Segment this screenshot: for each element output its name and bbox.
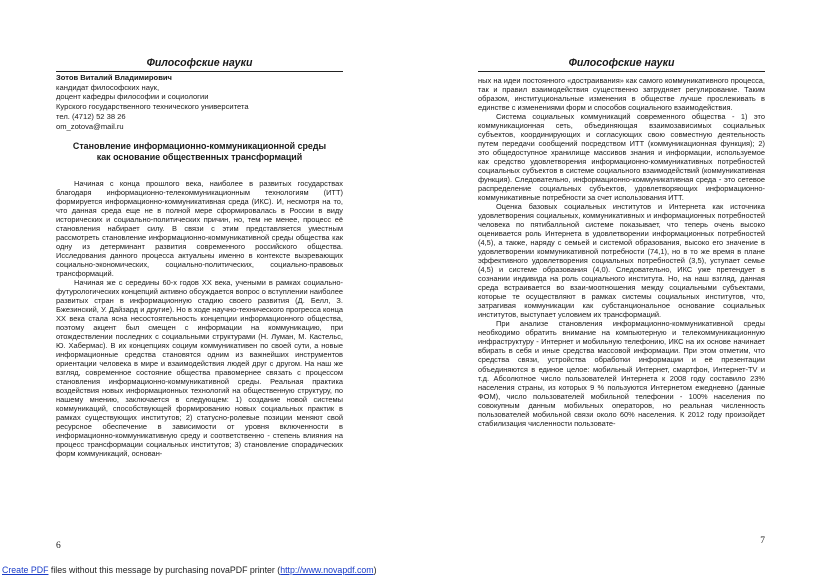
paragraph: При анализе становления информационно-коммуникативной среды необходимо обратить внимание на компьютерную и телекоммуникационную инфраструктуру - Интернет и мобильную телефонию, ИКС на их основе начинает вбирать в себя и иные средства массовой информации. При этом отметим, что средства связи, устройства обработки информации и её презентации объединяются в единое целое: мобильный Интернет, смартфон, Интернет-TV и т.д. Абсолютное число пользователей Интернета к 2008 году составило 23% населения страны, из которых 9 % пользуются Интернетом ежедневно (данные ФОМ), число пользователей мобильной телефонии - 100% населения по совокупным данным мобильных операторов, но реальная численность пользователей мобильной связи около 60% населения. К 2012 году произойдет стабилизация численности пользовате- xyxy=(478,319,765,428)
create-pdf-link[interactable]: Create PDF xyxy=(2,565,49,575)
pdf-watermark xyxy=(2,565,377,575)
author-university: Курского государственного технического университета xyxy=(56,102,249,112)
paragraph: Оценка базовых социальных институтов и Интернета как источника удовлетворения социальных, коммуникативных и информационных потребностей человека по пятибалльной системе показывает, что теперь очень высоко оценивается роль Интернета в удовлетворении информационных потребностей (4,5), а также, наряду с семьей и системой образования, высоко его значение в удовлетворении коммуникативной потребности (74,1), но в то же время в плане эффективного удовлетворения социальных потребностей (3,5), уступает семье (4,5) и системе образования (4,0). Следовательно, ИКС уже претендует в сознании индивида на роль социального института. Но, на наш взгляд, данная среда встраивается во взаи-моотношения между социальными субъектами, которые те осуществляют в рамках системы социальных институтов, что, затрагивая коммуникации как субстанциональное основание социальных институтов, выступает условием их трансформаций. xyxy=(478,202,765,320)
header-rule xyxy=(56,71,343,72)
article-title-line-2: как основание общественных трансформаций xyxy=(96,151,303,162)
running-header: Философские науки xyxy=(146,57,253,69)
author-degree: кандидат философских наук, xyxy=(56,82,160,92)
right-page xyxy=(478,0,765,568)
author-name: Зотов Виталий Владимирович xyxy=(56,73,172,82)
author-email: om_zotova@mail.ru xyxy=(56,121,124,131)
paragraph: Начиная с конца прошлого века, наиболее в развитых государствах благодаря информационно-телекоммуникационным технологиям (ИТТ) формируется информационно-коммуникативная среда (ИКС). И, несмотря на то, что данная среда еще не в полной мере сформировалась в России в виду исторических и социально-политических причин, но, тем не менее, процесс её становления набирает силу. В связи с этим представляется уместным рассмотреть становление информационно-коммуникативной среды общества как одну из детерминант развития современного российского общества. Исследования данного процесса актуальны именно в контексте вызревающих социально-экономических, социально-политических, социально-правовых трансформаций. xyxy=(56,179,343,279)
left-page xyxy=(56,0,343,568)
author-phone: тел. (4712) 52 38 26 xyxy=(56,111,126,121)
article-title-line-1: Становление информационно-коммуникационной среды xyxy=(72,141,327,151)
running-header: Философские науки xyxy=(568,57,675,69)
paragraph: Система социальных коммуникаций современного общества - 1) это коммуникационная сеть, объединяющая взаимозависимых социальных субъектов, координирующих и согласующих свою совместную деятельность путем передачи сообщений посредством ИТТ (коммуникационная функция); 2) это общедоступное хранилище массивов знания и информации, используемое как средство удовлетворения информационно-коммуникативных потребностей социальных субъектов в системе социального взаимодействий (коммуникативная функция). Следовательно, информационно-коммуникативная среда - это сетевое распределение социальных субъектов, удовлетворяющих информационно-коммуникативные потребности за счет использования ИТТ. xyxy=(478,112,765,203)
right-body-text xyxy=(478,76,765,428)
watermark-text: files without this message by purchasing novaPDF printer ( xyxy=(48,565,281,575)
page-number: 6 xyxy=(56,541,61,551)
header-rule xyxy=(478,71,765,72)
watermark-close-paren: ) xyxy=(373,565,377,575)
novapdf-link[interactable]: http://www.novapdf.com xyxy=(280,565,374,575)
article-title xyxy=(56,141,343,162)
page-number: 7 xyxy=(760,536,765,546)
author-position: доцент кафедры философии и социологии xyxy=(56,92,209,102)
left-body-text xyxy=(56,179,343,458)
paragraph: Начиная же с середины 60-х годов XX века, учеными в рамках социально-футурологических концепций активно обсуждается вопрос о вступлении наиболее развитых стран в информационную стадию своего развития (Д. Белл, З. Бжезинский, У. Дайзард и другие). Но в ходе научно-технического прогресса конца XX века стала ясна несостоятельность концепции информационного общества, поэтому акцент был смещен с информации на коммуникацию, при отождествлении последних с социальными структурами (Н. Луман, М. Кастельс, Ю. Хабермас). В их концепциях социум коммуникативен по своей сути, а новые информационные средства становятся одним из важнейших инструментов ориентации человека в мире и взаимодействия людей друг с другом. На наш же взгляд, современное состояние общества правомернее связать с процессом становления информационно-коммуникативной среды. Реальная практика воздействия новых информационных технологий на общественную структуру, по нашему мнению, заключается в следующем: 1) создание новой системы коммуникаций, способствующей формированию новых социальных практик в рамках существующих институтов; 2) статусно-ролевые позиции меняют свой ресурсное обеспечение в зависимости от уровня включенности в информационно-коммуникативную среду и соответственно - степень влияния на процесс трансформации социальных институтов; 3) становление спорадических форм коммуникаций, основан- xyxy=(56,278,343,459)
author-block xyxy=(56,73,343,131)
paragraph-continuation: ных на идеи постоянного «достраивания» как самого коммуникативного процесса, так и правил взаимодействия существенно затрудняет регулирование. Таким образом, институциональные изменения в обществе лучше прослеживать в единстве с изменениями форм и способов социального взаимодействия. xyxy=(478,76,765,113)
